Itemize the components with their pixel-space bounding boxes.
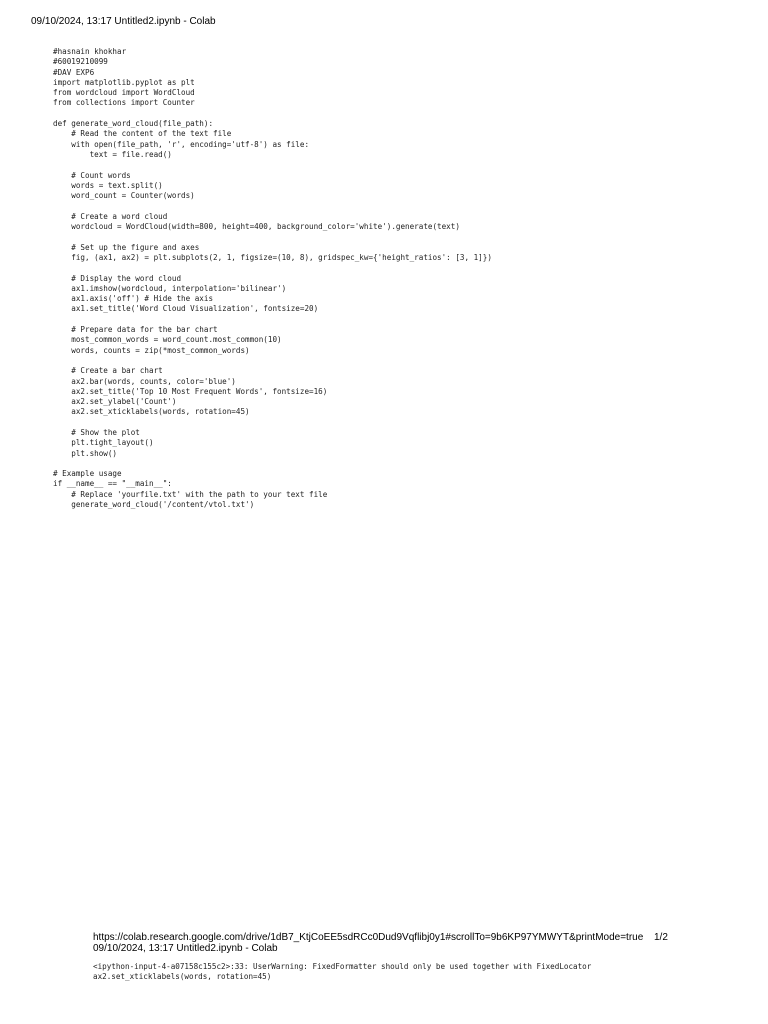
code-line: ax2.bar(words, counts, color='blue') bbox=[53, 376, 236, 386]
code-line bbox=[53, 263, 492, 273]
code-line bbox=[53, 160, 492, 170]
code-line: fig, (ax1, ax2) = plt.subplots(2, 1, figsize=(10, 8), gridspec_kw={'height_ratios': [3, 1]}) bbox=[53, 252, 492, 262]
code-line: words = text.split() bbox=[53, 180, 163, 190]
page-number: 1/2 bbox=[654, 932, 668, 943]
code-line: from collections import Counter bbox=[53, 98, 195, 108]
code-line: # Show the plot bbox=[53, 427, 140, 437]
code-line bbox=[53, 356, 492, 366]
code-line: #DAV EXP6 bbox=[53, 67, 95, 77]
code-line: from wordcloud import WordCloud bbox=[53, 88, 195, 98]
code-line bbox=[53, 315, 492, 325]
code-line: # Display the word cloud bbox=[53, 273, 182, 283]
code-line: with open(file_path, 'r', encoding='utf-8') as file: bbox=[53, 139, 310, 149]
code-line: # Create a bar chart bbox=[53, 366, 163, 376]
code-line: plt.tight_layout() bbox=[53, 438, 154, 448]
code-line: if __name__ == "__main__": bbox=[53, 479, 172, 489]
code-line: word_count = Counter(words) bbox=[53, 191, 195, 201]
code-line: # Example usage bbox=[53, 469, 122, 479]
print-footer-url: https://colab.research.google.com/drive/1dB7_KtjCoEE5sdRCc0Dud9Vqflibj0y1#scrollTo=9b6KP97YMWYT&printMode=true bbox=[93, 932, 644, 943]
code-line: # Count words bbox=[53, 170, 131, 180]
code-line: most_common_words = word_count.most_common(10) bbox=[53, 335, 282, 345]
code-line: def generate_word_cloud(file_path): bbox=[53, 119, 214, 129]
code-line: # Replace 'yourfile.txt' with the path to your text file bbox=[53, 489, 328, 499]
code-line bbox=[53, 418, 492, 428]
code-line: #60019210099 bbox=[53, 57, 108, 67]
code-line: ax1.imshow(wordcloud, interpolation='bilinear') bbox=[53, 283, 287, 293]
code-line bbox=[53, 109, 492, 119]
code-line: # Read the content of the text file bbox=[53, 129, 232, 139]
code-line: ax1.axis('off') # Hide the axis bbox=[53, 294, 214, 304]
code-line: text = file.read() bbox=[53, 149, 172, 159]
code-line bbox=[53, 232, 492, 242]
code-line: wordcloud = WordCloud(width=800, height=400, background_color='white').generate(text) bbox=[53, 222, 460, 232]
code-line: # Create a word cloud bbox=[53, 211, 168, 221]
code-line: ax2.set_xticklabels(words, rotation=45) bbox=[53, 407, 250, 417]
print-header: 09/10/2024, 13:17 Untitled2.ipynb - Colab bbox=[31, 16, 216, 27]
code-line: ax2.set_ylabel('Count') bbox=[53, 397, 177, 407]
code-line: #hasnain khokhar bbox=[53, 47, 127, 56]
code-line: plt.show() bbox=[53, 448, 118, 458]
warning-line: ax2.set_xticklabels(words, rotation=45) bbox=[93, 972, 272, 982]
code-line: # Prepare data for the bar chart bbox=[53, 325, 218, 335]
code-line: words, counts = zip(*most_common_words) bbox=[53, 345, 250, 355]
code-cell bbox=[53, 47, 492, 510]
code-line: # Set up the figure and axes bbox=[53, 242, 200, 252]
warning-line: <ipython-input-4-a07158c155c2>:33: UserWarning: FixedFormatter should only be used together with FixedLocator bbox=[93, 962, 592, 971]
code-line bbox=[53, 201, 492, 211]
print-header-page-2: 09/10/2024, 13:17 Untitled2.ipynb - Colab bbox=[93, 943, 278, 954]
code-line: generate_word_cloud('/content/vtol.txt') bbox=[53, 500, 255, 510]
cell-output bbox=[93, 962, 591, 983]
code-line: ax2.set_title('Top 10 Most Frequent Words', fontsize=16) bbox=[53, 386, 328, 396]
code-line: ax1.set_title('Word Cloud Visualization', fontsize=20) bbox=[53, 304, 319, 314]
code-line: import matplotlib.pyplot as plt bbox=[53, 77, 195, 87]
code-line bbox=[53, 459, 492, 469]
